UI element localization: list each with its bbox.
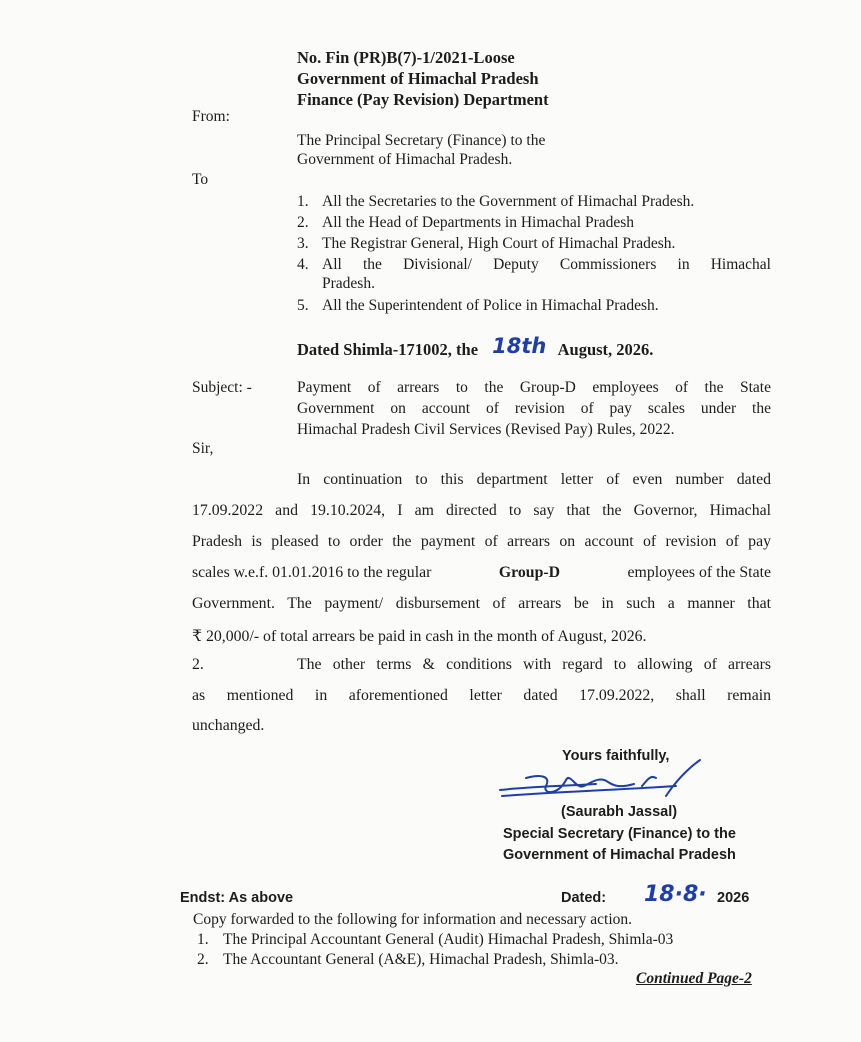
subject-line-3: Himachal Pradesh Civil Services (Revised Pay) Rules, 2022.: [297, 421, 675, 438]
recipient-item: [297, 214, 634, 232]
list-number: 1.: [197, 931, 209, 948]
list-number: 3.: [297, 235, 309, 252]
list-text: All the Secretaries to the Government of Himachal Pradesh.: [322, 193, 695, 210]
list-number: 2.: [197, 951, 209, 968]
to-label: To: [192, 171, 209, 188]
copy-item: [197, 931, 673, 949]
list-text: All the Divisional/ Deputy Commissioners in Himachal: [322, 256, 771, 273]
para1-line-3: Pradesh is pleased to order the payment of arrears on account of revision of pay: [192, 533, 771, 550]
para1-line-6: ₹ 20,000/- of total arrears be paid in cash in the month of August, 2026.: [192, 628, 647, 645]
list-text-continuation: Pradesh.: [322, 275, 375, 292]
continued-page-link: Continued Page-2: [636, 970, 752, 987]
from-line-1: The Principal Secretary (Finance) to the: [297, 132, 546, 149]
para2-number: 2.: [192, 656, 204, 673]
signatory-name: (Saurabh Jassal): [561, 804, 678, 820]
list-text: All the Superintendent of Police in Himachal Pradesh.: [322, 297, 659, 314]
list-text: All the Head of Departments in Himachal Pradesh: [322, 214, 635, 231]
list-number: 1.: [297, 193, 309, 210]
recipient-item: [297, 193, 694, 211]
para1-line-4-end: employees of the State: [627, 564, 771, 581]
government-heading: Government of Himachal Pradesh: [297, 69, 539, 88]
para1-line-5: Government. The payment/ disbursement of arrears be in such a manner that: [192, 595, 771, 612]
salutation: Sir,: [192, 440, 214, 457]
group-d-emphasis: Group-D: [498, 564, 561, 581]
handwritten-endst-date: 18·8·: [644, 882, 707, 907]
reference-number: No. Fin (PR)B(7)-1/2021-Loose: [297, 48, 515, 67]
para2-line-2: as mentioned in aforementioned letter dated 17.09.2022, shall remain: [192, 687, 771, 704]
para1-line-1: In continuation to this department letter of even number dated: [297, 471, 771, 488]
copy-forwarded-line: Copy forwarded to the following for information and necessary action.: [193, 911, 633, 928]
handwritten-day: 18th: [492, 334, 547, 358]
list-text: The Registrar General, High Court of Himachal Pradesh.: [322, 235, 676, 252]
from-label: From:: [192, 108, 230, 125]
subject-label: Subject: -: [192, 379, 252, 396]
recipient-item: [297, 297, 659, 315]
para2-line-3: unchanged.: [192, 717, 265, 734]
para1-line-4: [192, 564, 771, 582]
closing: Yours faithfully,: [562, 748, 670, 764]
list-number: 2.: [297, 214, 309, 231]
dated-suffix: August, 2026.: [557, 340, 654, 359]
para1-line-2: 17.09.2022 and 19.10.2024, I am directed to say that the Governor, Himachal: [192, 502, 771, 519]
department-heading: Finance (Pay Revision) Department: [297, 90, 549, 109]
para1-line-4-start: scales w.e.f. 01.01.2016 to the regular: [192, 564, 432, 581]
list-number: 5.: [297, 297, 309, 314]
dated-line: [297, 336, 653, 360]
endst-label: Endst: As above: [180, 890, 294, 906]
list-text: The Principal Accountant General (Audit) Himachal Pradesh, Shimla-03: [223, 931, 674, 948]
endst-dated-label: Dated:: [561, 890, 607, 906]
copy-item: [197, 951, 619, 969]
list-text: The Accountant General (A&E), Himachal Pradesh, Shimla-03.: [223, 951, 619, 968]
dated-prefix: Dated Shimla-171002, the: [297, 340, 479, 359]
from-line-2: Government of Himachal Pradesh.: [297, 151, 513, 168]
recipient-item: [297, 235, 675, 253]
recipient-item: [297, 256, 771, 274]
signature-scribble: [496, 756, 706, 806]
para2-line-1: The other terms & conditions with regard to allowing of arrears: [297, 656, 771, 673]
endst-year: 2026: [717, 890, 750, 906]
designation-line-2: Government of Himachal Pradesh: [503, 847, 736, 863]
subject-line-2: Government on account of revision of pay scales under the: [297, 400, 771, 417]
designation-line-1: Special Secretary (Finance) to the: [503, 826, 736, 842]
list-number: 4.: [297, 256, 309, 273]
subject-line-1: Payment of arrears to the Group-D employees of the State: [297, 379, 771, 396]
